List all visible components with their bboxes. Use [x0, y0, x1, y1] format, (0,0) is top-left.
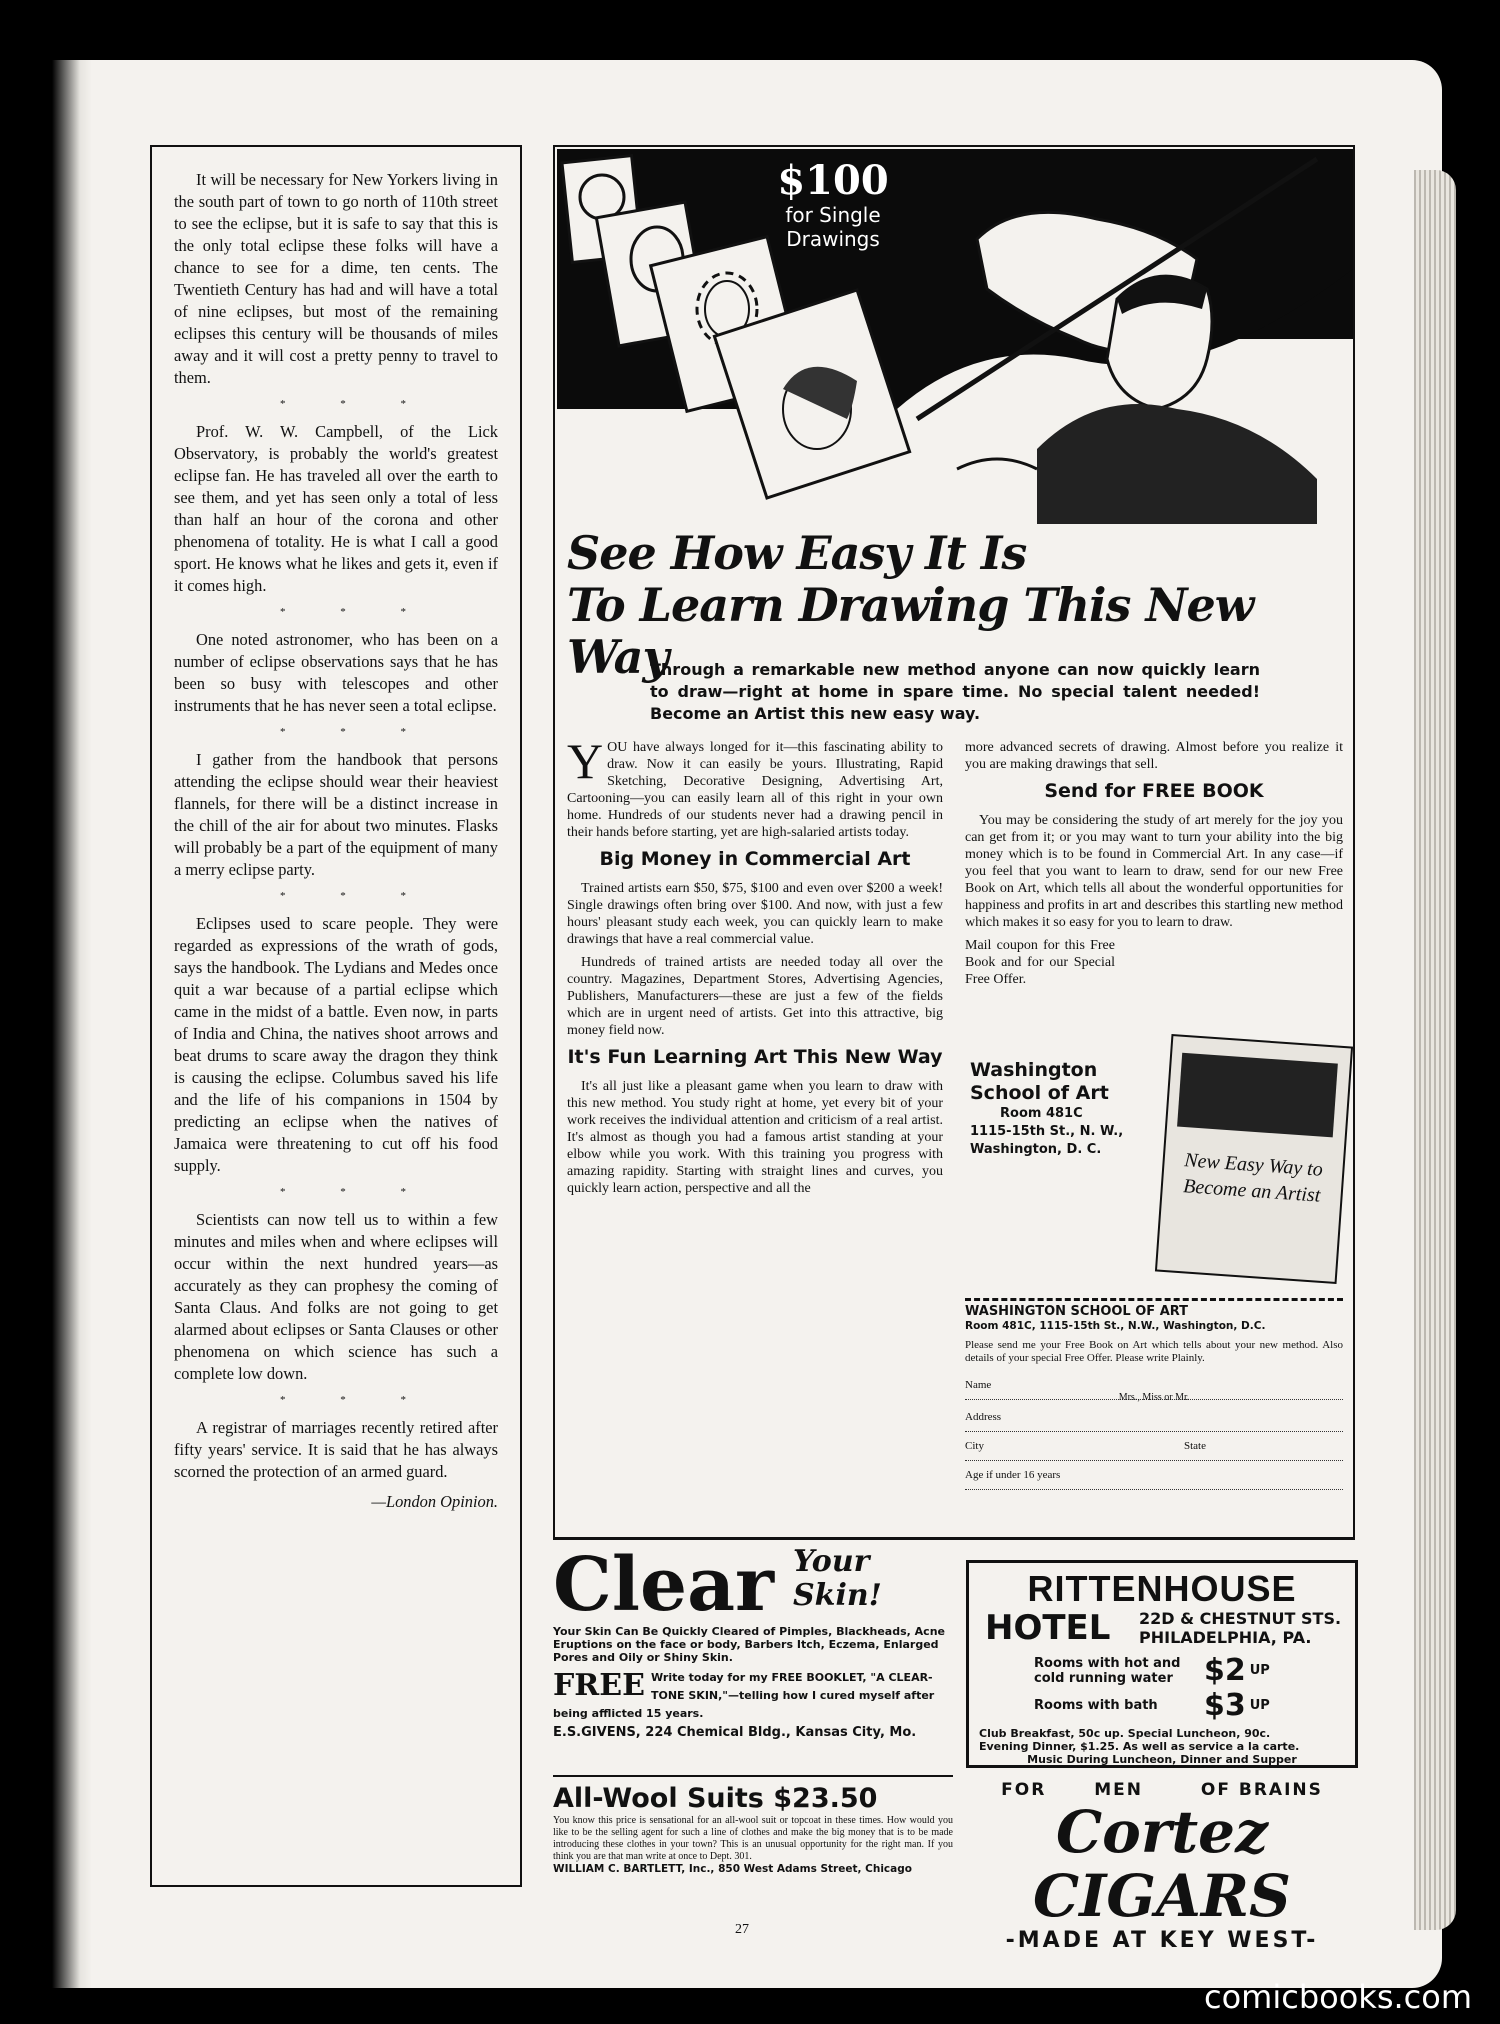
cortez-cigars-ad	[966, 1780, 1358, 1960]
rate-2-up: UP	[1249, 1698, 1270, 1713]
your-skin-word	[793, 1545, 882, 1613]
cortez-tagline	[966, 1780, 1358, 1800]
rate-2-price: $3	[1204, 1688, 1246, 1723]
ad-subhead: Through a remarkable new method anyone can now quickly learn to draw—right at home in spare time. No special talent needed! Become an Artist this new easy way.	[650, 660, 1260, 723]
money-paragraph-1: Trained artists earn $50, $75, $100 and even over $200 a week! Single drawings often bring over $100. And now, with just a few hours' pleasant study each week, you can quickly learn to make drawings that have a real commercial value.	[567, 881, 943, 947]
clear-skin-text: Your Skin Can Be Quickly Cleared of Pimples, Blackheads, Acne Eruptions on the face or body, Barbers Itch, Eczema, Enlarged Pores and Oily or Shiny Skin.	[553, 1625, 945, 1664]
heading-fun: It's Fun Learning Art This New Way	[567, 1046, 943, 1068]
editorial-column	[150, 145, 522, 1887]
star-divider: * * *	[280, 1186, 432, 1198]
heading-free-book: Send for FREE BOOK	[1044, 780, 1264, 802]
page-edge	[1414, 170, 1456, 1930]
free-word: FREE	[553, 1668, 645, 1703]
field-age-label: Age if under 16 years	[965, 1469, 1061, 1481]
column-paragraph: A registrar of marriages recently retired after fifty years' service. It is said that he has always scorned the protection of an armed guard.	[174, 1418, 498, 1481]
hotel-word: HOTEL	[985, 1608, 1111, 1648]
order-coupon[interactable]	[965, 1298, 1343, 1490]
coupon-address-field[interactable]	[965, 1403, 1343, 1432]
star-divider: * * *	[280, 398, 432, 410]
price-amount: $100	[777, 157, 889, 204]
book-cover-scene	[1177, 1053, 1338, 1138]
price-badge	[743, 159, 923, 251]
page-spine	[52, 60, 92, 1988]
school-name-1: Washington	[970, 1059, 1098, 1081]
star-divider: * * *	[280, 1394, 432, 1406]
field-name-hint: Mrs., Miss or Mr.	[1118, 1392, 1190, 1403]
rate-1-up: UP	[1249, 1663, 1270, 1678]
column-paragraph: Scientists can now tell us to within a few minutes and miles when and where eclipses will occur within the next hundred years—as accurately as they can prophesy the coming of Santa Claus. And folks are not going to get alarmed about eclipses or Santa Clauses or other phenomena on which science has such a complete low down.	[174, 1210, 498, 1383]
school-room: Room 481C	[1000, 1106, 1083, 1121]
column-paragraph: I gather from the handbook that persons attending the eclipse should wear their heaviest flannels, for there will be a distinct increase in the chill of the air for about two minutes. Flasks will probably be a part of the equipment of many a merry eclipse party.	[174, 750, 498, 879]
star-divider: * * *	[280, 726, 432, 738]
tagline-men: MEN	[1094, 1780, 1143, 1800]
coupon-age-field[interactable]	[965, 1461, 1343, 1490]
ad-column-right	[965, 739, 1343, 994]
intro-text: OU have always longed for it—this fascinating ability to draw. Now it can easily be yours. Illustrating, Rapid Sketching, Decorative Designing, Advertising Art, Cartooning—you can easily learn all of this right in your own home. Hundreds of our students never had a drawing pencil in their hands before starting, yet are high-salaried artists today.	[567, 740, 943, 840]
book-cover-title: New Easy Way to Become an Artist	[1182, 1149, 1324, 1207]
free-book-image	[1155, 1034, 1353, 1284]
hotel-meals-2: Evening Dinner, $1.25. As well as service a la carte.	[979, 1740, 1300, 1753]
artist-drawing-image	[557, 149, 1353, 524]
tagline-brains: OF BRAINS	[1200, 1780, 1323, 1800]
mail-coupon-text: Mail coupon for this Free Book and for our Special Free Offer.	[965, 938, 1115, 987]
heading-big-money: Big Money in Commercial Art	[599, 848, 911, 870]
free-offer	[553, 1668, 953, 1722]
rate-2-label: Rooms with bath	[1034, 1698, 1158, 1713]
hotel-address-2: PHILADELPHIA, PA.	[1139, 1628, 1312, 1647]
tagline-for: FOR	[1001, 1780, 1047, 1800]
free-offer-text: Write today for my FREE BOOKLET, "A CLEAR-TONE SKIN,"—telling how I cured myself after being afflicted 15 years.	[553, 1671, 935, 1720]
cortez-brand: Cortez CIGARS	[1033, 1798, 1291, 1930]
star-divider: * * *	[280, 890, 432, 902]
cortez-key-west: -MADE AT KEY WEST-	[1005, 1928, 1319, 1953]
field-name-label: Name	[965, 1379, 992, 1391]
coupon-address: Room 481C, 1115-15th St., N.W., Washington, D.C.	[965, 1320, 1266, 1332]
clear-word: Clear	[553, 1542, 775, 1628]
suits-address: WILLIAM C. BARTLETT, Inc., 850 West Adams Street, Chicago	[553, 1863, 912, 1875]
coupon-title: WASHINGTON SCHOOL OF ART	[965, 1304, 1189, 1319]
ads-divider	[553, 1537, 1355, 1539]
field-city-label: City	[965, 1440, 984, 1452]
column-paragraph: It will be necessary for New Yorkers living in the south part of town to go north of 110th street to see the eclipse, but it is safe to say that this is the only total eclipse these folks will have a chance to see for a dime, ten cents. The Twentieth Century has had and will have a total of nine eclipses, but most of the remaining eclipses this century will be thousands of miles away and it will cost a pretty penny to travel to them.	[174, 170, 498, 387]
clear-skin-signature: E.S.GIVENS, 224 Chemical Bldg., Kansas City, Mo.	[553, 1725, 917, 1740]
column-paragraph: One noted astronomer, who has been on a number of eclipse observations says that he has been so busy with telescopes and other instruments that he has never seen a total eclipse.	[174, 630, 498, 715]
skin-word: Skin!	[793, 1578, 882, 1613]
price-subtitle: for Single Drawings	[785, 203, 881, 251]
coupon-city-field[interactable]	[965, 1432, 1343, 1461]
art-school-ad	[553, 145, 1355, 1540]
rate-1-label: Rooms with hot and cold running water	[1034, 1655, 1181, 1686]
suits-title: All-Wool Suits $23.50	[553, 1783, 878, 1814]
hotel-meals-1: Club Breakfast, 50c up. Special Luncheon, 90c.	[979, 1727, 1271, 1740]
your-word: Your	[793, 1544, 870, 1579]
headline-line-2: To Learn Drawing This New Way	[567, 578, 1254, 684]
all-wool-suits-ad	[553, 1775, 953, 1960]
school-street: 1115-15th St., N. W.,	[970, 1124, 1124, 1139]
field-address-label: Address	[965, 1411, 1002, 1423]
column-signature: —London Opinion.	[371, 1492, 498, 1511]
hotel-address-1: 22D & CHESTNUT STS.	[1139, 1609, 1342, 1628]
coupon-body: Please send me your Free Book on Art which tells about your new method. Also details of your special Free Offer. Please write Plainly.	[965, 1339, 1343, 1364]
free-book-paragraph: You may be considering the study of art merely for the joy you can get from it; or you may want to turn your ability into the big money which is to be found in Commercial Art. In any case—if you feel that you want to learn to draw, send for our new Free Book on Art, which tells all about the wonderful opportunities for happiness and profits in art and describes this startling new method which makes it so easy for you to learn to draw.	[965, 813, 1343, 930]
hotel-rate-1	[979, 1653, 1345, 1688]
headline-line-1: See How Easy It Is	[567, 526, 1027, 580]
hotel-music: Music During Luncheon, Dinner and Supper	[1027, 1753, 1297, 1766]
rate-1-price: $2	[1204, 1653, 1246, 1688]
page-number: 27	[735, 1922, 749, 1937]
money-paragraph-2: Hundreds of trained artists are needed today all over the country. Magazines, Department Stores, Advertising Agencies, Publishers, Manufacturers—these are just a few of the fields which are in urgent need of artists. Get into this attractive, big money field now.	[567, 955, 943, 1038]
ad-column-left	[567, 733, 943, 1203]
hotel-rate-2	[979, 1688, 1345, 1723]
clear-skin-ad	[553, 1542, 953, 1755]
school-city: Washington, D. C.	[970, 1142, 1102, 1157]
intro-paragraph	[567, 733, 943, 841]
artist-illustration	[557, 149, 1353, 524]
school-name-2: School of Art	[970, 1082, 1109, 1104]
hotel-name: RITTENHOUSE	[1027, 1568, 1297, 1609]
column-paragraph: Eclipses used to scare people. They were regarded as expressions of the wrath of gods, says the handbook. The Lydians and Medes once quit a war because of a partial eclipse which came in the midst of a battle. Even now, in parts of India and China, the natives shoot arrows and beat drums to scare away the dragon they think is causing the eclipse. Columbus saved his life and the life of his companions in 1504 by predicting an eclipse when the natives of Jamaica were threatening to cut off his food supply.	[174, 914, 498, 1175]
fun-paragraph: It's all just like a pleasant game when you learn to draw with this new method. You study right at home, yet every bit of your work receives the individual attention and criticism of a real artist. It's almost as though you had a famous artist standing at your elbow while you work. With this training you progress with amazing rapidity. Starting with straight lines and curves, you quickly learn action, perspective and all the	[567, 1079, 943, 1196]
rittenhouse-hotel-ad	[966, 1560, 1358, 1768]
column-paragraph: Prof. W. W. Campbell, of the Lick Observatory, is probably the world's greatest eclipse fan. He has traveled all over the earth to see them, and yet has seen only a total of less than half an hour of the corona and other phenomena of totality. He is what I call a good sport. He knows what he likes and gets it, even if it comes high.	[174, 422, 498, 595]
field-state-label: State	[1183, 1440, 1206, 1452]
suits-body: You know this price is sensational for an all-wool suit or topcoat in these times. How would you like to be the selling agent for such a line of clothes and make the big money that is to be made introducing these clothes in your town? This is an unusual opportunity for the right man. If you think you are that man write at once to Dept. 301.	[553, 1815, 953, 1862]
drop-cap: Y	[567, 733, 604, 789]
watermark: comicbooks.com	[1204, 1978, 1473, 2016]
continued-paragraph: more advanced secrets of drawing. Almost before you realize it you are making drawings that sell.	[965, 740, 1343, 772]
star-divider: * * *	[280, 606, 432, 618]
school-address	[970, 1059, 1123, 1159]
